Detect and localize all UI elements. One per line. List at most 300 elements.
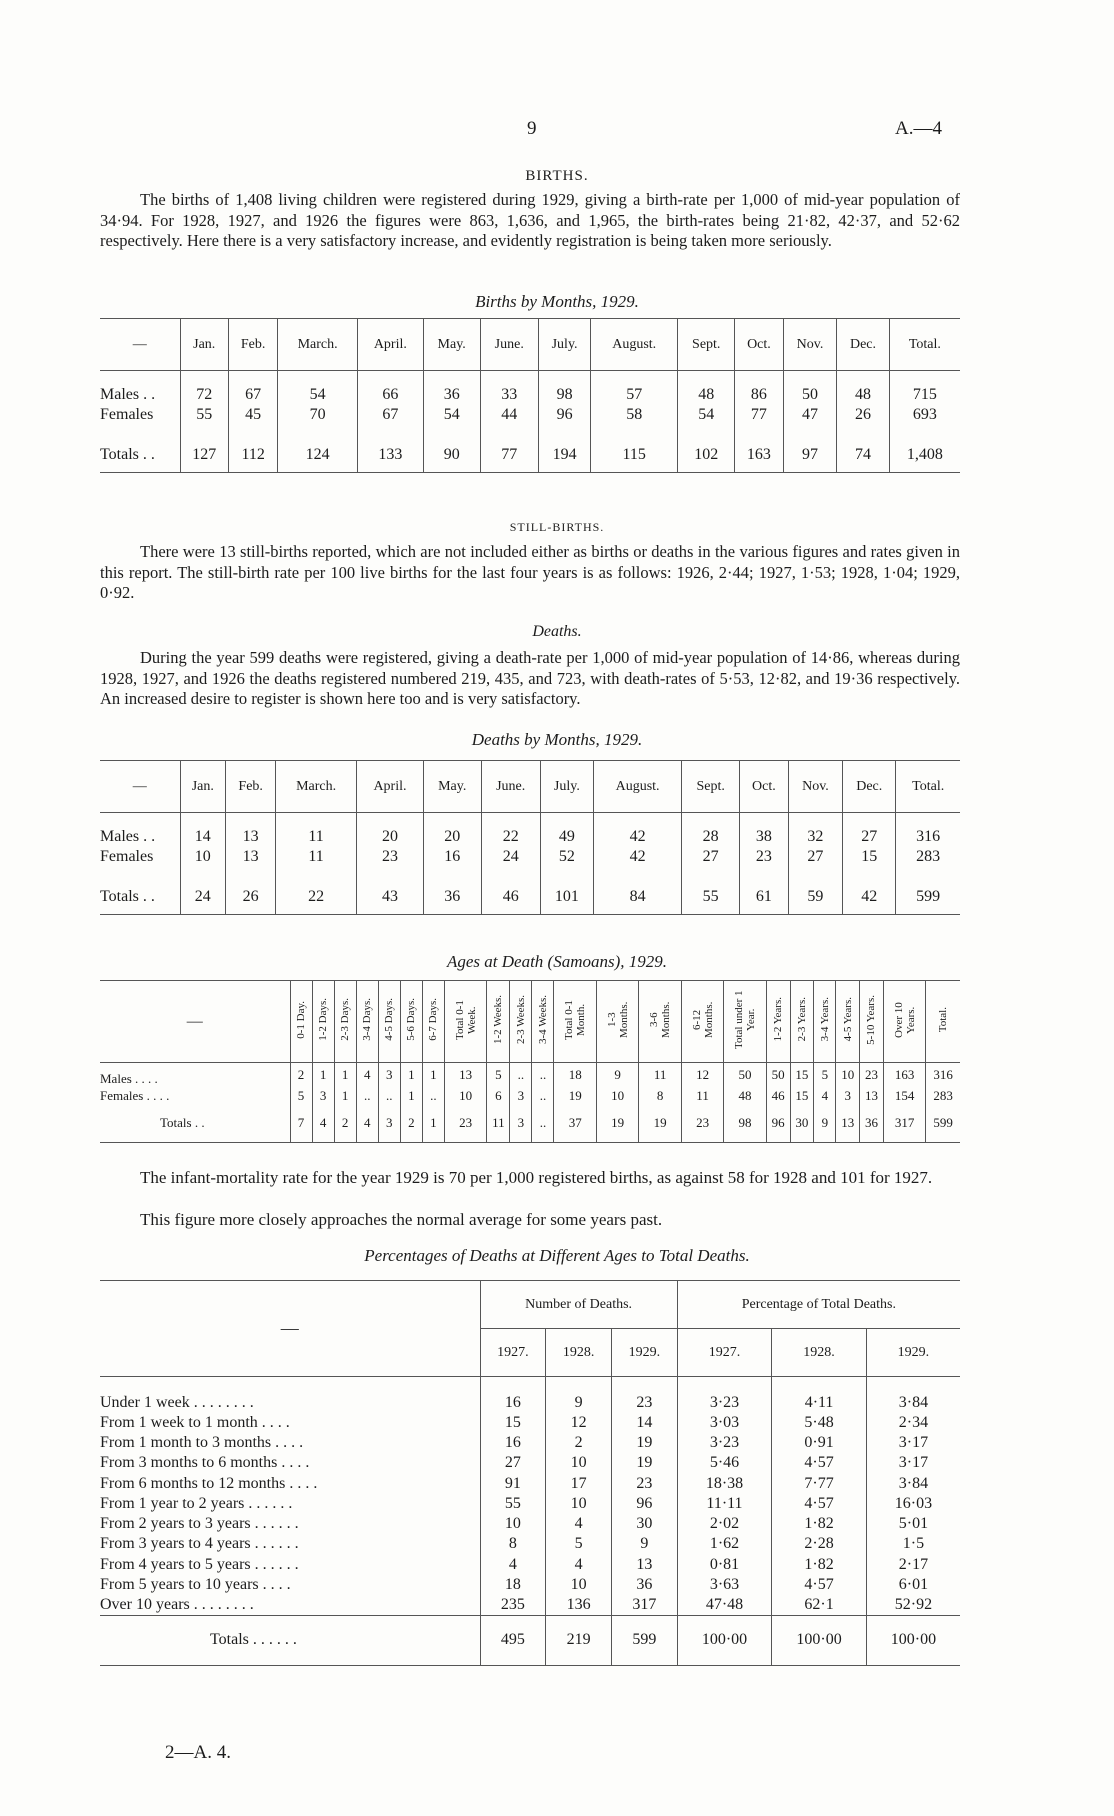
ages-col-label: Total 0-1 Month.	[563, 999, 588, 1040]
cell: 55	[180, 405, 228, 425]
cell: 54	[423, 405, 480, 425]
infant-mortality-text: The infant-mortality rate for the year 1929 is 70 per 1,000 registered births, as against 58 for 1928 and 101 for 1927.	[140, 1168, 933, 1187]
cell: 1·82	[772, 1555, 867, 1575]
cell: 19	[611, 1453, 677, 1473]
row-label: From 5 years to 10 years . . . .	[100, 1576, 291, 1594]
deaths-col-june: June.	[481, 761, 540, 813]
cell: 1	[422, 1104, 444, 1142]
cell: 19	[611, 1433, 677, 1453]
births-col-august: August.	[591, 319, 678, 371]
cell: 90	[423, 439, 480, 473]
cell: 36	[423, 881, 481, 915]
births-col-sept: Sept.	[678, 319, 735, 371]
cell: 13	[836, 1104, 860, 1142]
cell: 3·84	[866, 1473, 960, 1493]
cell: 2·02	[677, 1514, 772, 1534]
cell: 9	[814, 1104, 836, 1142]
cell: 2·17	[866, 1555, 960, 1575]
row-label: From 1 month to 3 months . . . .	[100, 1433, 304, 1451]
cell: 693	[889, 405, 960, 425]
ages-col-header	[596, 981, 638, 1063]
table-row	[100, 1087, 960, 1104]
ages-col-header	[926, 981, 960, 1063]
ages-col-header	[400, 981, 422, 1063]
ages-col-label: 3-4 Weeks.	[536, 994, 549, 1044]
row-label: Males . .	[100, 385, 156, 403]
cell: 42	[593, 827, 681, 847]
cell: ..	[510, 1063, 532, 1088]
cell: 5	[290, 1087, 312, 1104]
cell: 1	[422, 1063, 444, 1088]
still-births-heading: STILL-BIRTHS.	[509, 520, 605, 534]
year-col-header: 1929.	[866, 1329, 960, 1377]
ages-col-label: Total 0-1 Week.	[453, 999, 478, 1040]
cell: 101	[540, 881, 593, 915]
cell: 48	[837, 385, 889, 405]
cell: 16	[480, 1433, 546, 1453]
cell: 4·57	[772, 1453, 867, 1473]
deaths-col-dec: Dec.	[843, 761, 896, 813]
births-col-june: June.	[480, 319, 538, 371]
row-label: From 3 years to 4 years . . . . . .	[100, 1535, 299, 1553]
cell: 46	[766, 1087, 790, 1104]
cell: 14	[611, 1413, 677, 1433]
cell: 23	[681, 1104, 723, 1142]
ages-col-label: 4-5 Years.	[841, 997, 854, 1042]
cell: ..	[356, 1087, 378, 1104]
totals-row	[100, 1615, 960, 1665]
table-row	[100, 1473, 960, 1493]
cell: 52·92	[866, 1595, 960, 1615]
ages-col-header	[510, 981, 532, 1063]
ages-table-title: Ages at Death (Samoans), 1929.	[446, 952, 668, 971]
cell: 70	[278, 405, 358, 425]
cell: 4·57	[772, 1575, 867, 1595]
cell: 1	[400, 1087, 422, 1104]
ages-col-label: 5-10 Years.	[865, 994, 878, 1045]
cell: 1	[334, 1087, 356, 1104]
deaths-col-march: March.	[276, 761, 357, 813]
cell: 136	[546, 1595, 612, 1615]
cell: 23	[611, 1473, 677, 1493]
cell: 219	[546, 1615, 612, 1665]
table-row	[100, 1534, 960, 1554]
cell: 0·91	[772, 1433, 867, 1453]
cell: 100·00	[772, 1615, 867, 1665]
cell: 86	[735, 385, 783, 405]
row-label: Totals . .	[100, 888, 155, 906]
table-row	[100, 1494, 960, 1514]
year-col-header: 1927.	[677, 1329, 772, 1377]
cell: 10	[836, 1063, 860, 1088]
page-number: 9	[527, 118, 537, 139]
cell: 2	[334, 1104, 356, 1142]
cell: 96	[611, 1494, 677, 1514]
births-header-row	[100, 319, 960, 371]
cell: 100·00	[866, 1615, 960, 1665]
cell: 112	[228, 439, 277, 473]
cell: 2	[400, 1104, 422, 1142]
cell: 17	[546, 1473, 612, 1493]
births-col-jan: Jan.	[180, 319, 228, 371]
cell: 19	[596, 1104, 638, 1142]
cell: 26	[837, 405, 889, 425]
deaths-col-oct: Oct.	[740, 761, 789, 813]
row-label: Totals . . . . . .	[100, 1615, 480, 1665]
cell: 2	[546, 1433, 612, 1453]
cell: 3	[378, 1104, 400, 1142]
deaths-col-feb: Feb.	[226, 761, 276, 813]
cell: 7·77	[772, 1473, 867, 1493]
cell: 6·01	[866, 1575, 960, 1595]
cell: 2·28	[772, 1534, 867, 1554]
totals-row	[100, 881, 960, 915]
table-row	[100, 385, 960, 405]
row-label: From 2 years to 3 years . . . . . .	[100, 1515, 299, 1533]
cell: 43	[356, 881, 423, 915]
cell: 3	[510, 1087, 532, 1104]
ages-col-label: 4-5 Days.	[383, 998, 396, 1041]
cell: ..	[422, 1087, 444, 1104]
cell: 98	[538, 385, 590, 405]
table-row	[100, 1377, 960, 1413]
cell: 1·82	[772, 1514, 867, 1534]
ages-col-header	[312, 981, 334, 1063]
cell: 19	[554, 1087, 596, 1104]
cell: 11	[681, 1087, 723, 1104]
ages-header-row	[100, 981, 960, 1063]
cell: 19	[639, 1104, 681, 1142]
cell: 3	[312, 1087, 334, 1104]
cell: 11	[276, 847, 357, 867]
row-label: Females . . . .	[100, 1087, 170, 1103]
table-row	[100, 405, 960, 425]
births-col-march: March.	[278, 319, 358, 371]
cell: 4	[356, 1063, 378, 1088]
cell: 4·57	[772, 1494, 867, 1514]
cell: 235	[480, 1595, 546, 1615]
cell: 495	[480, 1615, 546, 1665]
cell: 3·17	[866, 1453, 960, 1473]
row-label: Males . . . .	[100, 1071, 158, 1086]
cell: 52	[540, 847, 593, 867]
ages-col-header	[790, 981, 814, 1063]
ages-col-label: 3-4 Days.	[361, 998, 374, 1041]
births-col-nov: Nov.	[783, 319, 837, 371]
cell: 47	[783, 405, 837, 425]
cell: 13	[860, 1087, 884, 1104]
cell: 20	[423, 827, 481, 847]
deaths-col-july: July.	[540, 761, 593, 813]
cell: 3·84	[866, 1377, 960, 1413]
cell: 22	[276, 881, 357, 915]
cell: ..	[532, 1063, 554, 1088]
ages-col-header	[860, 981, 884, 1063]
cell: 1,408	[889, 439, 960, 473]
cell: 36	[423, 385, 480, 405]
cell: 8	[480, 1534, 546, 1554]
cell: 14	[180, 827, 226, 847]
cell: 55	[480, 1494, 546, 1514]
cell: 283	[896, 847, 960, 867]
cell: 10	[180, 847, 226, 867]
cell: 15	[790, 1063, 814, 1088]
cell: 3·63	[677, 1575, 772, 1595]
cell: 9	[546, 1377, 612, 1413]
ages-col-label: 2-3 Years.	[795, 997, 808, 1042]
year-col-header: 1928.	[546, 1329, 612, 1377]
table-row	[100, 1595, 960, 1615]
cell: 44	[480, 405, 538, 425]
cell: 13	[226, 847, 276, 867]
cell: 77	[735, 405, 783, 425]
cell: 1·62	[677, 1534, 772, 1554]
births-heading: BIRTHS.	[525, 168, 589, 184]
cell: 163	[883, 1063, 925, 1088]
deaths-col-total: Total.	[896, 761, 960, 813]
deaths-col-august: August.	[593, 761, 681, 813]
births-by-months-table	[100, 318, 960, 473]
births-col-july: July.	[538, 319, 590, 371]
ages-col-header	[724, 981, 766, 1063]
row-label: From 3 months to 6 months . . . .	[100, 1454, 310, 1472]
births-col-total: Total.	[889, 319, 960, 371]
cell: 3·23	[677, 1377, 772, 1413]
table-row	[100, 1453, 960, 1473]
cell: 11	[639, 1063, 681, 1088]
ages-col-header	[883, 981, 925, 1063]
cell: 59	[788, 881, 842, 915]
births-col-may: May.	[423, 319, 480, 371]
ages-col-label: 1-2 Days.	[317, 998, 330, 1041]
cell: 49	[540, 827, 593, 847]
row-label: Totals . .	[160, 1114, 205, 1130]
cell: 50	[766, 1063, 790, 1088]
cell: 91	[480, 1473, 546, 1493]
cell: 316	[896, 827, 960, 847]
ages-col-header	[766, 981, 790, 1063]
cell: 154	[883, 1087, 925, 1104]
cell: 4	[814, 1087, 836, 1104]
infant-mortality-note: This figure more closely approaches the normal average for some years past.	[140, 1210, 663, 1229]
ages-col-label: 2-3 Weeks.	[514, 994, 527, 1044]
cell: 26	[226, 881, 276, 915]
cell: 15	[790, 1087, 814, 1104]
births-col-feb: Feb.	[228, 319, 277, 371]
cell: 3·17	[866, 1433, 960, 1453]
table-row	[100, 1413, 960, 1433]
cell: 16	[480, 1377, 546, 1413]
cell: 16	[423, 847, 481, 867]
cell: 67	[228, 385, 277, 405]
cell: 48	[724, 1087, 766, 1104]
cell: 23	[444, 1104, 486, 1142]
cell: 599	[611, 1615, 677, 1665]
ages-col-header	[814, 981, 836, 1063]
cell: 28	[682, 827, 740, 847]
cell: 96	[538, 405, 590, 425]
ages-col-header	[836, 981, 860, 1063]
ages-col-label: 6-7 Days.	[427, 998, 440, 1041]
cell: 715	[889, 385, 960, 405]
row-label: From 6 months to 12 months . . . .	[100, 1474, 318, 1492]
cell: 54	[678, 405, 735, 425]
table-row	[100, 1575, 960, 1595]
cell: 163	[735, 439, 783, 473]
cell: 27	[788, 847, 842, 867]
cell: 55	[682, 881, 740, 915]
ages-col-header	[378, 981, 400, 1063]
cell: 16·03	[866, 1494, 960, 1514]
ages-col-label: Over 10 Years.	[892, 1001, 917, 1038]
document-reference: A.—4	[895, 118, 942, 139]
number-of-deaths-group: Number of Deaths.	[480, 1281, 677, 1329]
cell: 23	[356, 847, 423, 867]
row-label: Females	[100, 405, 154, 423]
ages-col-label: 2-3 Days.	[339, 998, 352, 1041]
cell: 599	[896, 881, 960, 915]
cell: 10	[546, 1575, 612, 1595]
cell: 22	[481, 827, 540, 847]
cell: 23	[740, 847, 789, 867]
cell: 2·34	[866, 1413, 960, 1433]
cell: 1	[400, 1063, 422, 1088]
cell: 72	[180, 385, 228, 405]
cell: 100·00	[677, 1615, 772, 1665]
cell: 66	[357, 385, 423, 405]
row-label: Over 10 years . . . . . . . .	[100, 1596, 254, 1614]
cell: 36	[611, 1575, 677, 1595]
deaths-col-nov: Nov.	[788, 761, 842, 813]
row-label: From 4 years to 5 years . . . . . .	[100, 1555, 299, 1573]
cell: 48	[678, 385, 735, 405]
deaths-heading: Deaths.	[532, 623, 582, 640]
cell: 5	[814, 1063, 836, 1088]
cell: 4	[312, 1104, 334, 1142]
row-label: From 1 year to 2 years . . . . . .	[100, 1494, 293, 1512]
table-row	[100, 1063, 960, 1088]
cell: 3·23	[677, 1433, 772, 1453]
births-col-stub: —	[132, 336, 147, 352]
ages-col-label: Total.	[937, 1006, 950, 1033]
cell: 23	[860, 1063, 884, 1088]
ages-at-death-table	[100, 980, 960, 1143]
cell: 11·11	[677, 1494, 772, 1514]
totals-row	[100, 439, 960, 473]
deaths-col-may: May.	[423, 761, 481, 813]
cell: 5·46	[677, 1453, 772, 1473]
cell: 3	[378, 1063, 400, 1088]
ages-col-label: 3-6 Months.	[648, 1001, 673, 1038]
cell: 3·03	[677, 1413, 772, 1433]
cell: 61	[740, 881, 789, 915]
cell: ..	[532, 1087, 554, 1104]
cell: 27	[682, 847, 740, 867]
cell: 115	[591, 439, 678, 473]
deaths-paragraph: During the year 599 deaths were registered, giving a death-rate per 1,000 of mid-year population of 14·86, whereas during 1928, 1927, and 1926 the deaths registered numbered 219, 435, and 723, with death-rates of 5·53, 12·82, and 19·36 respectively. An increased desire to register is shown here too and is very satisfactory.	[100, 648, 960, 708]
cell: 10	[596, 1087, 638, 1104]
cell: 10	[444, 1087, 486, 1104]
cell: 24	[481, 847, 540, 867]
cell: 5	[546, 1534, 612, 1554]
row-label: Under 1 week . . . . . . . .	[100, 1393, 254, 1411]
year-col-header: 1929.	[611, 1329, 677, 1377]
percentages-table-title: Percentages of Deaths at Different Ages to Total Deaths.	[364, 1246, 750, 1265]
deaths-col-jan: Jan.	[180, 761, 226, 813]
percentages-stub: —	[280, 1318, 299, 1338]
cell: 18	[554, 1063, 596, 1088]
cell: 74	[837, 439, 889, 473]
cell: 33	[480, 385, 538, 405]
cell: 317	[611, 1595, 677, 1615]
cell: 50	[783, 385, 837, 405]
cell: 10	[546, 1494, 612, 1514]
ages-col-label: 0-1 Day.	[295, 1000, 308, 1039]
cell: 47·48	[677, 1595, 772, 1615]
cell: 18·38	[677, 1473, 772, 1493]
cell: 4·11	[772, 1377, 867, 1413]
cell: ..	[378, 1087, 400, 1104]
row-label: Totals . .	[100, 446, 155, 464]
cell: 38	[740, 827, 789, 847]
cell: 11	[487, 1104, 510, 1142]
ages-col-header	[681, 981, 723, 1063]
cell: 27	[843, 827, 896, 847]
table-row	[100, 847, 960, 867]
ages-col-label: 3-4 Years.	[818, 997, 831, 1042]
cell: 77	[480, 439, 538, 473]
deaths-table-title: Deaths by Months, 1929.	[471, 730, 643, 749]
births-paragraph: The births of 1,408 living children were registered during 1929, giving a birth-rate per 1,000 of mid-year population of 34·94. For 1928, 1927, and 1926 the figures were 863, 1,636, and 1,965, the birth-rates being 21·82, 42·37, and 52·62 respectively. Here there is a very satisfactory increase, and evidently registration is being taken more seriously.	[100, 190, 960, 250]
ages-col-label: 1-3 Months.	[605, 1001, 630, 1038]
cell: 54	[278, 385, 358, 405]
percentages-table	[100, 1280, 960, 1666]
deaths-header-row	[100, 761, 960, 813]
cell: 12	[681, 1063, 723, 1088]
ages-col-header	[290, 981, 312, 1063]
row-label: Males . .	[100, 827, 156, 845]
cell: 5·01	[866, 1514, 960, 1534]
cell: 45	[228, 405, 277, 425]
row-label: Females	[100, 847, 154, 865]
table-row	[100, 1514, 960, 1534]
cell: 62·1	[772, 1595, 867, 1615]
cell: 11	[276, 827, 357, 847]
cell: 0·81	[677, 1555, 772, 1575]
cell: 67	[357, 405, 423, 425]
cell: 57	[591, 385, 678, 405]
cell: 37	[554, 1104, 596, 1142]
ages-col-header	[639, 981, 681, 1063]
deaths-col-april: April.	[356, 761, 423, 813]
cell: 84	[593, 881, 681, 915]
cell: 27	[480, 1453, 546, 1473]
cell: 42	[593, 847, 681, 867]
cell: 4	[480, 1555, 546, 1575]
cell: 13	[611, 1555, 677, 1575]
cell: 97	[783, 439, 837, 473]
cell: 1	[334, 1063, 356, 1088]
cell: 6	[487, 1087, 510, 1104]
deaths-col-stub: —	[132, 778, 147, 794]
cell: 98	[724, 1104, 766, 1142]
cell: 124	[278, 439, 358, 473]
cell: 36	[860, 1104, 884, 1142]
ages-col-header	[444, 981, 486, 1063]
cell: 96	[766, 1104, 790, 1142]
cell: 133	[357, 439, 423, 473]
births-table-title: Births by Months, 1929.	[475, 292, 639, 311]
